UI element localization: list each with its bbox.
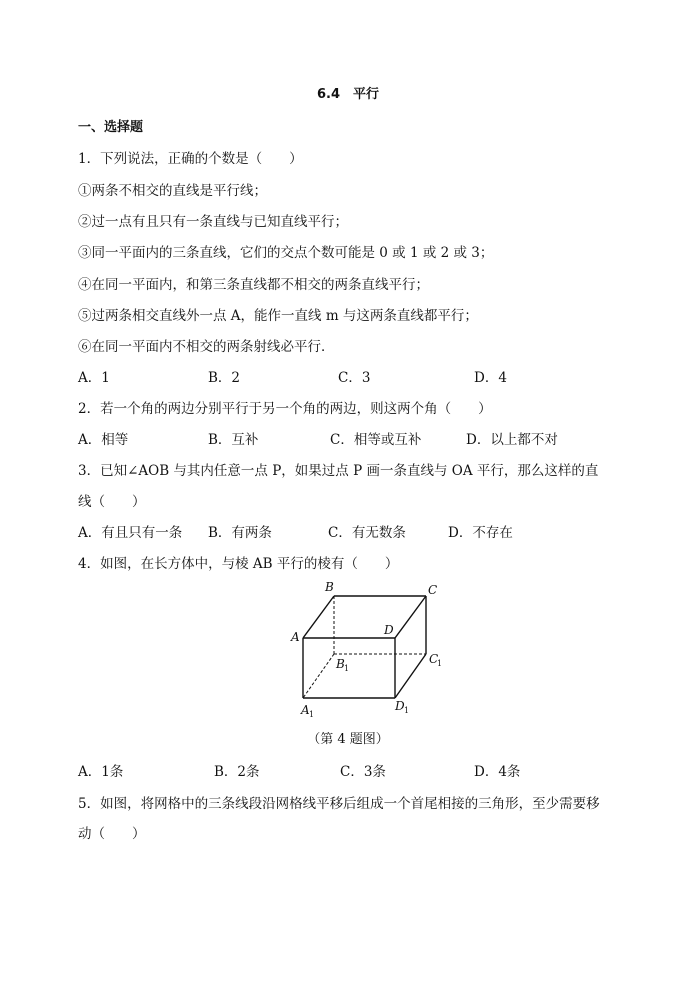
q1-statement-3: ③同一平面内的三条直线，它们的交点个数可能是 0 或 1 或 2 或 3； <box>78 245 494 261</box>
q2-option-d: D．以上都不对 <box>466 432 558 448</box>
q3-option-a: A．有且只有一条 <box>78 525 183 541</box>
label-a: A <box>291 630 300 644</box>
figure-caption: （第 4 题图） <box>307 732 389 747</box>
edge-b1a1 <box>303 654 334 698</box>
q1-stem: 1．下列说法，正确的个数是（ ） <box>78 151 303 167</box>
q1-option-b: B．2 <box>208 370 241 386</box>
q1-statement-6: ⑥在同一平面内不相交的两条射线必平行． <box>78 339 335 355</box>
q1-statement-2: ②过一点有且只有一条直线与已知直线平行； <box>78 214 348 230</box>
cuboid-figure <box>290 580 450 720</box>
q1-option-c: C．3 <box>338 370 371 386</box>
q5-stem-line1: 5．如图，将网格中的三条线段沿网格线平移后组成一个首尾相接的三角形，至少需要移 <box>78 796 600 812</box>
q3-stem-line2: 线（ ） <box>78 494 146 510</box>
page-title: 6.4 平行 <box>316 87 380 102</box>
label-d1-sub: 1 <box>404 706 410 715</box>
q1-statement-1: ①两条不相交的直线是平行线； <box>78 183 267 199</box>
q5-stem-line2: 动（ ） <box>78 826 146 842</box>
label-a1: A <box>301 703 310 717</box>
label-c1: C <box>429 652 439 666</box>
q2-stem: 2．若一个角的两边分别平行于另一个角的两边，则这两个角（ ） <box>78 401 492 417</box>
q4-option-a: A．1条 <box>78 764 124 780</box>
q4-option-b: B．2条 <box>214 764 260 780</box>
edge-d1c1 <box>395 654 426 698</box>
q2-option-c: C．相等或互补 <box>330 432 422 448</box>
edge-ab <box>303 596 334 638</box>
q3-option-c: C．有无数条 <box>328 525 406 541</box>
label-d1: D <box>395 699 405 713</box>
q3-stem-line1: 3．已知∠AOB 与其内任意一点 P，如果过点 P 画一条直线与 OA 平行，那么这样的直 <box>78 463 599 479</box>
q3-option-b: B．有两条 <box>208 525 272 541</box>
section-heading: 一、选择题 <box>78 120 144 135</box>
q2-option-b: B．互补 <box>208 432 259 448</box>
q1-option-a: A．1 <box>78 370 110 386</box>
label-b1-sub: 1 <box>344 664 350 673</box>
label-d: D <box>384 623 394 637</box>
edge-cd <box>395 596 426 638</box>
q1-option-d: D．4 <box>474 370 507 386</box>
label-b1: B <box>336 657 345 671</box>
label-c1-sub: 1 <box>437 659 443 668</box>
label-c: C <box>428 583 438 597</box>
q4-stem: 4．如图，在长方体中，与棱 AB 平行的棱有（ ） <box>78 556 399 572</box>
label-b: B <box>325 580 334 594</box>
label-a1-sub: 1 <box>309 710 315 719</box>
q3-option-d: D．不存在 <box>448 525 513 541</box>
q4-option-c: C．3条 <box>340 764 386 780</box>
q2-option-a: A．相等 <box>78 432 129 448</box>
q1-statement-5: ⑤过两条相交直线外一点 A，能作一直线 m 与这两条直线都平行； <box>78 308 478 324</box>
q4-option-d: D．4条 <box>474 764 521 780</box>
q1-statement-4: ④在同一平面内，和第三条直线都不相交的两条直线平行； <box>78 277 429 293</box>
